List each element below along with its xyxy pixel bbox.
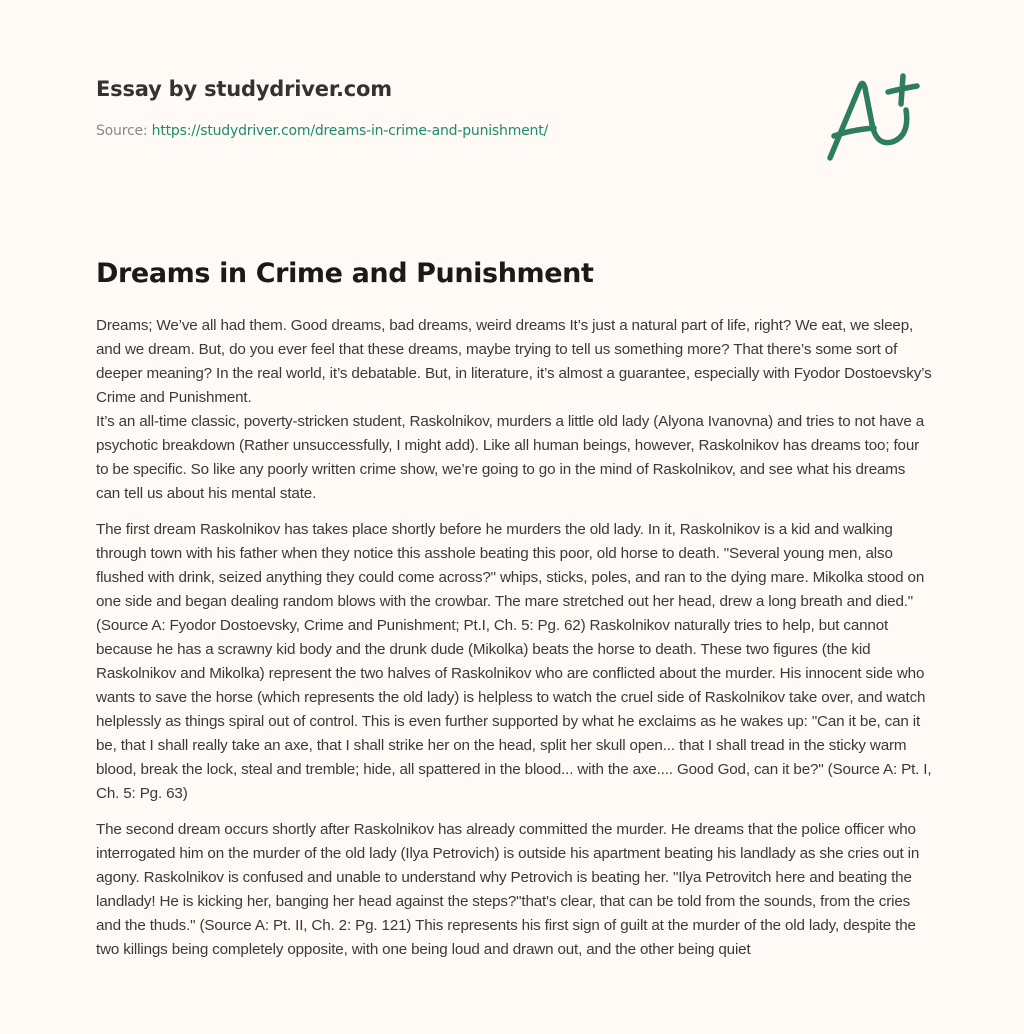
site-title: Essay by studydriver.com: [96, 77, 392, 101]
source-line: [96, 121, 926, 141]
paragraph: The first dream Raskolnikov has takes place shortly before he murders the old lady. In it, Raskolnikov is a kid and walking through town with his father when they notice this asshole beating this poor, old horse to death. "Several young men, also flushed with drink, seized anything they could come across?" whips, sticks, poles, and ran to the dying mare. Mikolka stood on one side and began dealing random blows with the crowbar. The mare stretched out her head, drew a long breath and died." (Source A: Fyodor Dostoevsky, Crime and Punishment; Pt.I, Ch. 5: Pg. 62) Raskolnikov naturally tries to help, but cannot because he has a scrawny kid body and the drunk dude (Mikolka) beats the horse to death. These two figures (the kid Raskolnikov and Mikolka) represent the two halves of Raskolnikov who are conflicted about the murder. His innocent side who wants to save the horse (which represents the old lady) is helpless to watch the cruel side of Raskolnikov take over, and watch helplessly as things spiral out of control. This is even further supported by what he exclaims as he wakes up: "Can it be, can it be, that I shall really take an axe, that I shall strike her on the head, split her skull open... that I shall tread in the sticky warm blood, break the lock, steal and tremble; hide, all spattered in the blood... with the axe.... Good God, can it be?" (Source A: Pt. I, Ch. 5: Pg. 63): [96, 521, 932, 802]
article-title: Dreams in Crime and Punishment: [96, 258, 594, 289]
paragraph: It’s an all-time classic, poverty-stricken student, Raskolnikov, murders a little old lady (Alyona Ivanovna) and tries to not have a psychotic breakdown (Rather unsuccessfully, I might add). Like all human beings, however, Raskolnikov has dreams too; four to be specific. So like any poorly written crime show, we’re going to go in the mind of Raskolnikov, and see what his dreams can tell us about his mental state.: [96, 413, 924, 502]
a-plus-grade-icon: [820, 66, 930, 166]
article-body: [96, 314, 932, 974]
source-link[interactable]: https://studydriver.com/dreams-in-crime-and-punishment/: [151, 123, 549, 139]
source-label: Source:: [96, 123, 148, 139]
paragraph: The second dream occurs shortly after Raskolnikov has already committed the murder. He dreams that the police officer who interrogated him on the murder of the old lady (Ilya Petrovich) is outside his apartment beating his landlady as she cries out in agony. Raskolnikov is confused and unable to understand why Petrovich is beating her. "Ilya Petrovitch here and beating the landlady! He is kicking her, banging her head against the steps?"that's clear, that can be told from the sounds, from the cries and the thuds." (Source A: Pt. II, Ch. 2: Pg. 121) This represents his first sign of guilt at the murder of the old lady, despite the two killings being completely opposite, with one being loud and drawn out, and the other being quiet: [96, 821, 920, 958]
page-header: [96, 74, 926, 141]
paragraph: Dreams; We’ve all had them. Good dreams, bad dreams, weird dreams It’s just a natural part of life, right? We eat, we sleep, and we dream. But, do you ever feel that these dreams, maybe trying to tell us something more? That there’s some sort of deeper meaning? In the real world, it’s debatable. But, in literature, it’s almost a guarantee, especially with Fyodor Dostoevsky’s Crime and Punishment.: [96, 317, 932, 406]
